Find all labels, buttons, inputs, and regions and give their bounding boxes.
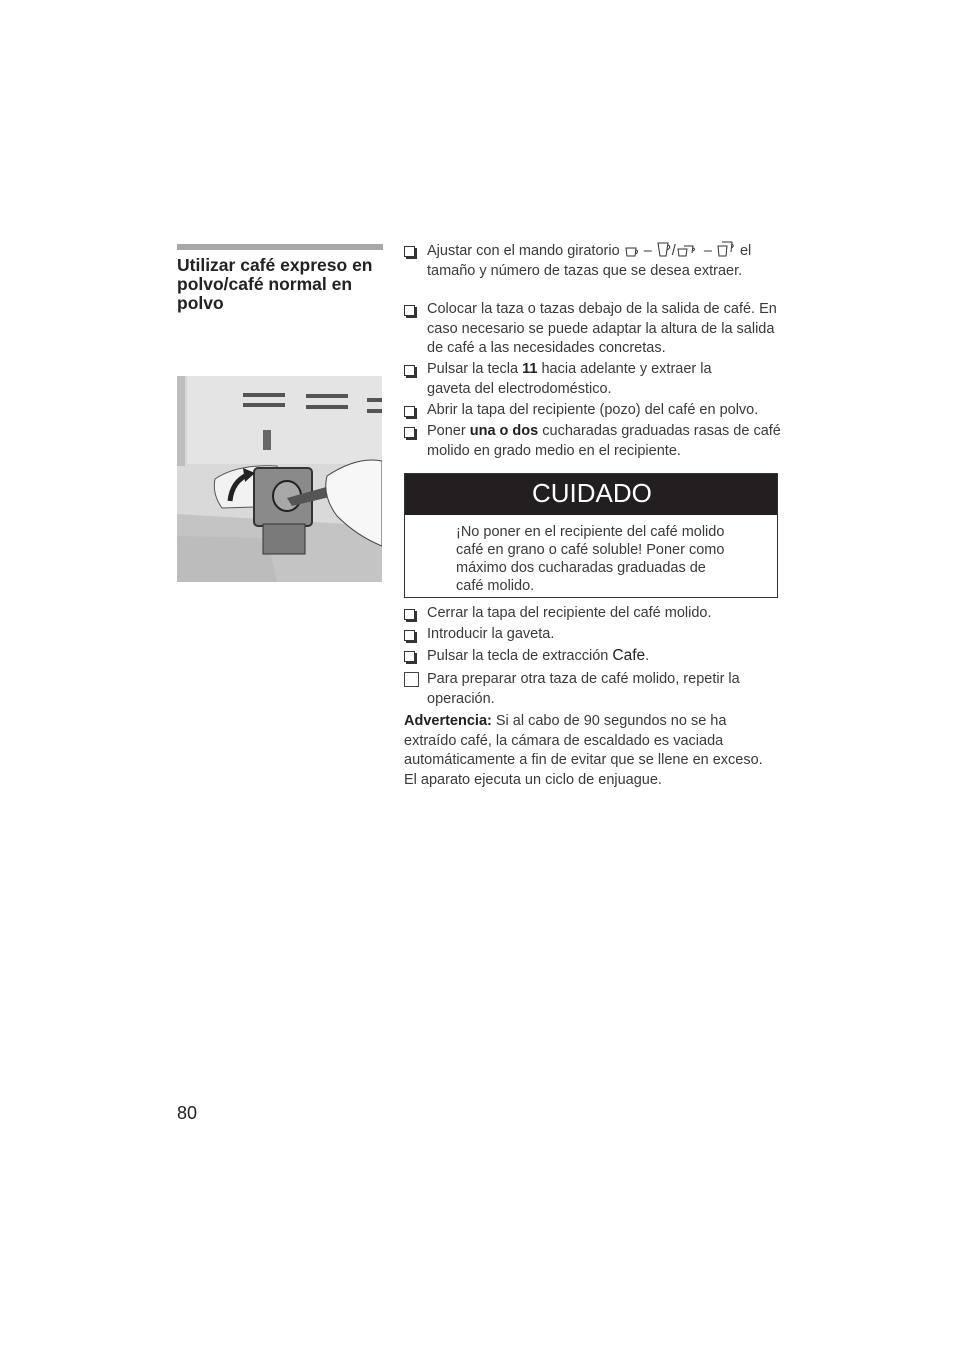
- step-open-lid: Abrir la tapa del recipiente (pozo) del café en polvo.: [404, 401, 784, 421]
- step-pull-drawer: Pulsar la tecla 11 hacia adelante y extraer la gaveta del electrodoméstico.: [404, 360, 784, 399]
- checkbox-bullet-icon: [404, 305, 415, 316]
- checkbox-bullet-icon: [404, 246, 415, 257]
- section-heading: Utilizar café expreso en polvo/café normal en polvo: [177, 255, 373, 313]
- step-place-cups: Colocar la taza o tazas debajo de la salida de café. En caso necesario se puede adaptar la altura de la salida de café a las necesidades concretas.: [404, 300, 784, 359]
- caution-title: CUIDADO: [405, 474, 777, 515]
- checkbox-bullet-icon: [404, 365, 415, 376]
- two-cups-small-icon: [676, 243, 700, 258]
- step-close-lid: Cerrar la tapa del recipiente del café molido.: [404, 604, 784, 624]
- checkbox-bullet-icon: [404, 406, 415, 417]
- step-add-powder: Poner una o dos cucharadas graduadas rasas de café molido en grado medio en el recipiente.: [404, 422, 784, 461]
- illustration-open-powder-container: [177, 376, 382, 582]
- checkbox-bullet-icon: [404, 651, 415, 662]
- warning-label: Advertencia:: [404, 713, 492, 729]
- caution-text: ¡No poner en el recipiente del café molido café en grano o café soluble! Poner como máximo dos cucharadas graduadas de café molido.: [456, 524, 725, 594]
- warning-note: [404, 712, 764, 790]
- cafe-key-label: Cafe: [612, 647, 646, 664]
- cup-small-icon: [624, 244, 640, 258]
- step-adjust-knob: Ajustar con el mando giratorio – / – el tamaño y número de tazas que se desea extraer.: [404, 241, 784, 281]
- step-insert-drawer: Introducir la gaveta.: [404, 625, 784, 645]
- step-press-cafe: Pulsar la tecla de extracción Cafe.: [404, 646, 784, 667]
- page-number: 80: [177, 1103, 198, 1123]
- checkbox-bullet-icon: [404, 427, 415, 438]
- warning-text: Si al cabo de 90 segundos no se ha extraído café, la cámara de escaldado es vaciada automáticamente a fin de evitar que se llene en exceso. El aparato ejecuta un ciclo de enjuague.: [404, 713, 763, 788]
- checkbox-bullet-icon: [404, 630, 415, 641]
- step-repeat: Para preparar otra taza de café molido, repetir la operación.: [404, 670, 774, 709]
- empty-square-bullet-icon: [404, 672, 419, 687]
- cup-large-icon: [656, 241, 672, 258]
- caution-box: [404, 473, 778, 598]
- two-cups-large-icon: [716, 241, 736, 258]
- section-rule: [177, 244, 383, 250]
- checkbox-bullet-icon: [404, 609, 415, 620]
